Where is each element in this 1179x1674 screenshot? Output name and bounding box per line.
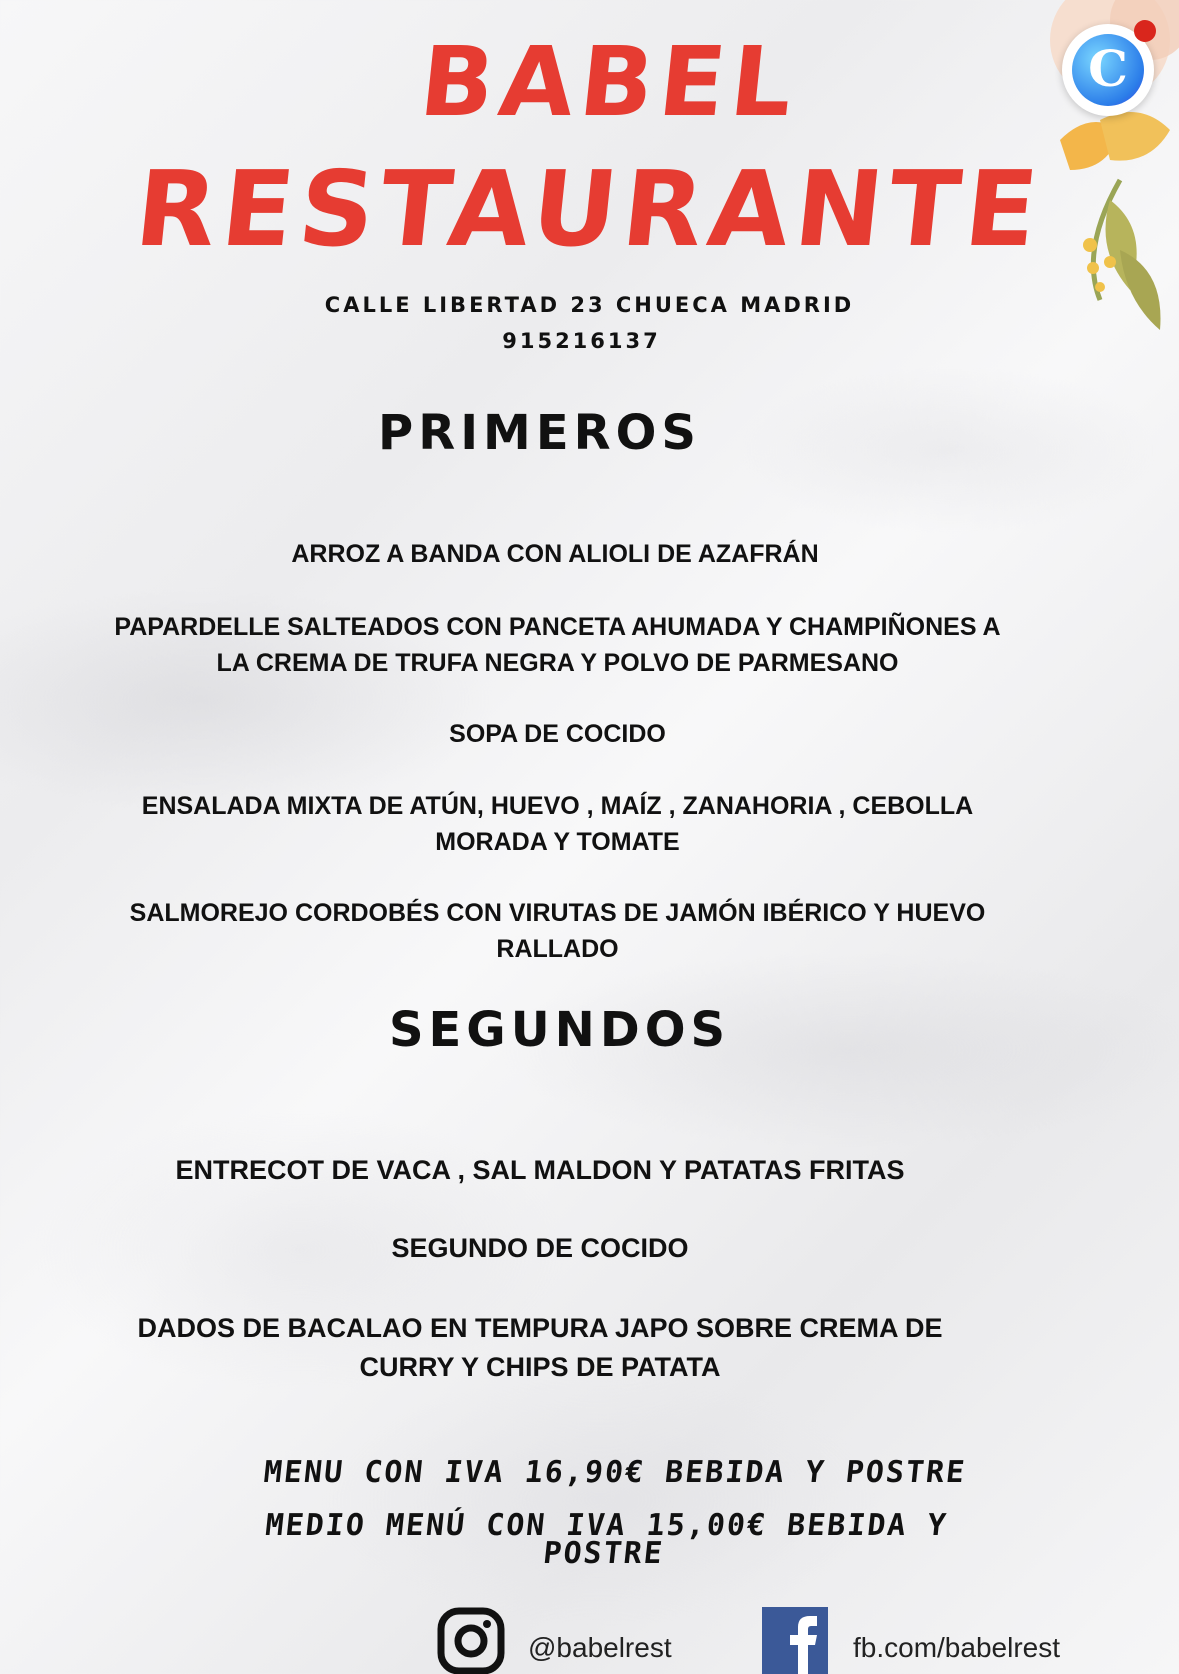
primeros-heading: PRIMEROS — [378, 405, 701, 461]
primeros-item-3: SOPA DE COCIDO — [449, 720, 666, 748]
restaurant-title-line1: BABEL — [414, 26, 805, 138]
primeros-item-5: SALMOREJO CORDOBÉS CON VIRUTAS DE JAMÓN IBÉRICO Y HUEVO RALLADO — [129, 899, 986, 963]
primeros-item-1: ARROZ A BANDA CON ALIOLI DE AZAFRÁN — [291, 540, 819, 568]
segundos-item-2: SEGUNDO DE COCIDO — [391, 1233, 689, 1263]
badge-inner-icon: C — [1072, 34, 1144, 106]
phone-number: 915216137 — [502, 329, 661, 353]
medio-menu-price: MEDIO MENÚ CON IVA 15,00€ BEBIDA Y POSTRE — [263, 1508, 950, 1571]
segundos-item-3: DADOS DE BACALAO EN TEMPURA JAPO SOBRE CREMA DE CURRY Y CHIPS DE PATATA — [137, 1313, 943, 1382]
primeros-item-2: PAPARDELLE SALTEADOS CON PANCETA AHUMADA Y CHAMPIÑONES A LA CREMA DE TRUFA NEGRA Y POLVO DE PARMESANO — [114, 613, 1001, 677]
facebook-icon[interactable] — [762, 1607, 828, 1674]
menu-price: MENU CON IVA 16,90€ BEBIDA Y POSTRE — [262, 1455, 968, 1490]
instagram-handle[interactable]: @babelrest — [528, 1632, 672, 1663]
primeros-item-4: ENSALADA MIXTA DE ATÚN, HUEVO , MAÍZ , ZANAHORIA , CEBOLLA MORADA Y TOMATE — [141, 792, 974, 856]
segundos-heading: SEGUNDOS — [388, 1002, 731, 1058]
restaurant-title-line2: RESTAURANTE — [129, 148, 1050, 270]
instagram-icon[interactable] — [437, 1607, 505, 1674]
address: CALLE LIBERTAD 23 CHUECA MADRID — [324, 293, 855, 317]
facebook-url[interactable]: fb.com/babelrest — [853, 1632, 1060, 1663]
segundos-item-1: ENTRECOT DE VACA , SAL MALDON Y PATATAS FRITAS — [175, 1155, 905, 1185]
